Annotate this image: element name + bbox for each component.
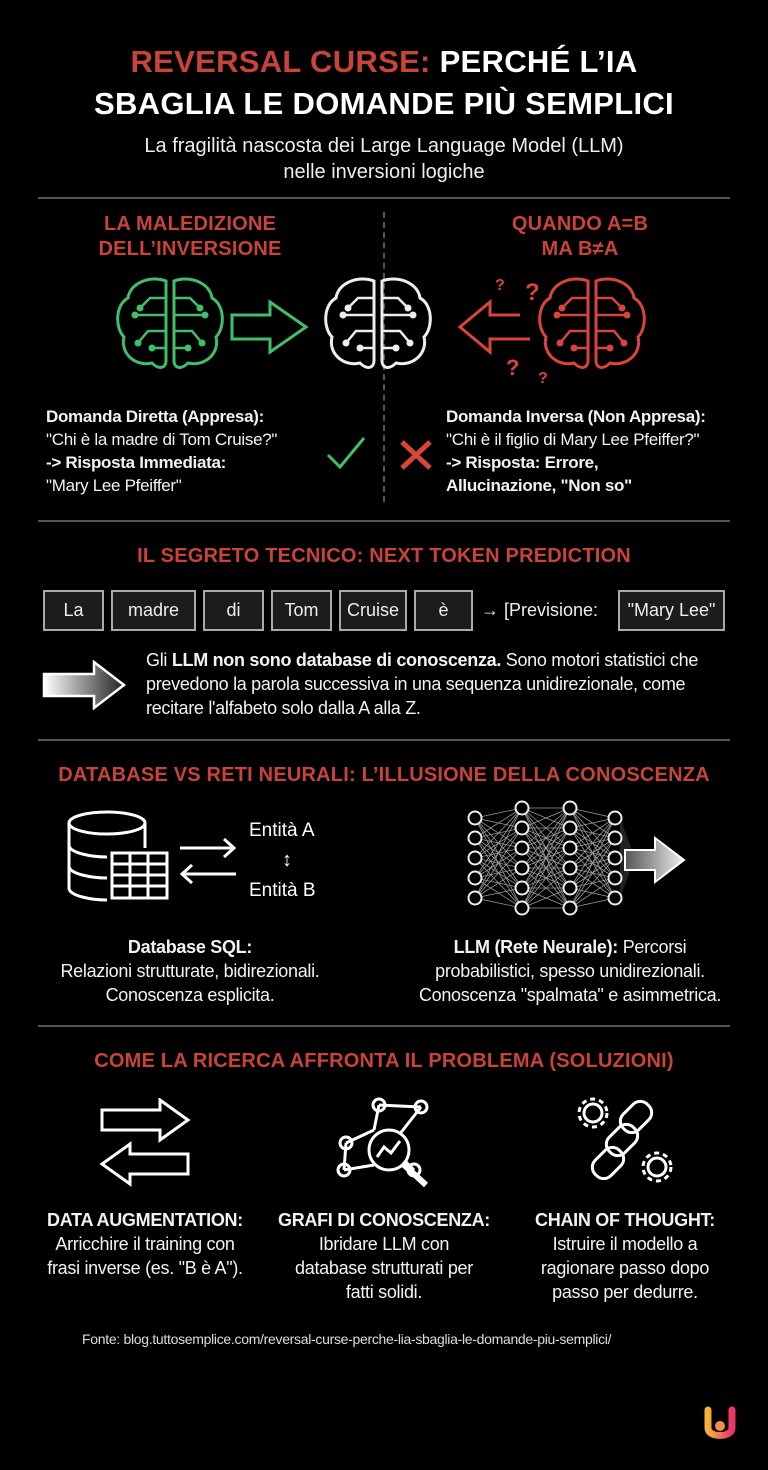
neuron	[516, 882, 529, 895]
neuron	[516, 842, 529, 855]
prediction-label: → [Previsione:	[481, 600, 599, 620]
inverse-question-block: Domanda Inversa (Non Appresa): "Chi è il figlio di Mary Lee Pfeiffer?" -> Risposta: Errore, Allucinazione, "Non so"	[446, 407, 706, 495]
neuron	[516, 822, 529, 835]
svg-text:?: ?	[506, 355, 520, 380]
neuron	[516, 902, 529, 915]
brain-white-icon	[326, 279, 431, 367]
divider	[38, 520, 730, 522]
updown-arrow-icon: ↕	[282, 849, 292, 871]
solution-chain-of-thought: CHAIN OF THOUGHT: Istruire il modello a ragionare passo dopo passo per dedurre.	[535, 1210, 715, 1302]
neuron	[469, 892, 482, 905]
page-title: REVERSAL CURSE: PERCHÉ L’IA	[130, 44, 638, 79]
database-icon	[62, 808, 172, 908]
section3-heading: DATABASE VS RETI NEURALI: L’ILLUSIONE DELLA CONOSCENZA	[58, 764, 710, 786]
neuron	[516, 802, 529, 815]
token: madre	[111, 590, 196, 631]
neuron	[609, 892, 622, 905]
neuron	[469, 812, 482, 825]
llm-description: LLM (Rete Neurale): Percorsi probabilistici, spesso unidirezionali. Conoscenza "spalmata" e asimmetrica.	[418, 937, 722, 1005]
token: Cruise	[339, 590, 407, 631]
llm-explanation: Gli LLM non sono database di conoscenza. Sono motori statistici che prevedono la parola successiva in una sequenza unidirezionale, come recitare l'alfabeto solo dalla A alla Z.	[146, 650, 699, 718]
neuron	[564, 882, 577, 895]
source-link[interactable]: Fonte: blog.tuttosemplice.com/reversal-curse-perche-lia-sbaglia-le-domande-piu-semplici/	[82, 1331, 612, 1347]
brain-green-icon	[118, 279, 223, 367]
entity-a: Entità A	[249, 820, 315, 841]
subtitle-line2: nelle inversioni logiche	[283, 161, 485, 183]
chain-gears-icon	[575, 1095, 675, 1190]
neuron	[469, 872, 482, 885]
neuron	[469, 852, 482, 865]
neural-network-icon	[460, 798, 690, 923]
gradient-arrow-icon	[42, 660, 128, 710]
brains-illustration	[0, 265, 768, 390]
neuron	[609, 832, 622, 845]
direct-question-block: Domanda Diretta (Appresa): "Chi è la madre di Tom Cruise?" -> Risposta Immediata: "Mary Lee Pfeiffer"	[46, 407, 278, 495]
neuron	[564, 802, 577, 815]
section2-heading: IL SEGRETO TECNICO: NEXT TOKEN PREDICTION	[137, 545, 631, 567]
knowledge-graph-icon	[334, 1095, 434, 1190]
section4-heading: COME LA RICERCA AFFRONTA IL PROBLEMA (SOLUZIONI)	[94, 1050, 674, 1072]
neuron	[564, 862, 577, 875]
database-description: Database SQL: Relazioni strutturate, bidirezionali. Conoscenza esplicita.	[60, 937, 320, 1005]
neuron	[564, 822, 577, 835]
token: Tom	[271, 590, 332, 631]
arrow-broken-red-icon	[460, 302, 530, 352]
page-title-line2: SBAGLIA LE DOMANDE PIÙ SEMPLICI	[94, 86, 674, 121]
checkmark-icon	[325, 435, 367, 471]
neuron	[609, 812, 622, 825]
svg-text:?: ?	[525, 279, 540, 306]
brain-red-icon	[540, 279, 645, 367]
brand-logo-icon	[702, 1406, 738, 1444]
neuron	[516, 862, 529, 875]
svg-text:?: ?	[538, 370, 548, 387]
solution-knowledge-graphs: GRAFI DI CONOSCENZA: Ibridare LLM con database strutturati per fatti solidi.	[278, 1210, 490, 1302]
neuron	[564, 902, 577, 915]
divider	[38, 1025, 730, 1027]
svg-text:?: ?	[495, 277, 505, 294]
bidirectional-arrows-icon	[176, 836, 240, 886]
token: La	[43, 590, 104, 631]
cross-icon	[398, 438, 434, 472]
subtitle: La fragilità nascosta dei Large Language Model (LLM)	[144, 135, 624, 157]
neuron	[609, 872, 622, 885]
section1-right-heading: QUANDO A=B MA B≠A	[511, 213, 649, 260]
neuron	[564, 842, 577, 855]
neuron	[469, 832, 482, 845]
divider	[38, 739, 730, 741]
section1-left-heading: LA MALEDIZIONE DELL’INVERSIONE	[98, 213, 282, 260]
neuron	[609, 852, 622, 865]
arrow-right-icon	[625, 838, 684, 882]
prediction-token: "Mary Lee"	[618, 590, 725, 631]
question-marks-icon	[495, 277, 548, 387]
solution-data-augmentation: DATA AUGMENTATION: Arricchire il training con frasi inverse (es. "B è A").	[47, 1210, 243, 1278]
swap-arrows-icon	[98, 1098, 193, 1188]
arrow-right-green-icon	[232, 302, 306, 352]
divider	[38, 197, 730, 199]
entity-b: Entità B	[249, 880, 316, 901]
token: è	[414, 590, 473, 631]
token: di	[203, 590, 264, 631]
